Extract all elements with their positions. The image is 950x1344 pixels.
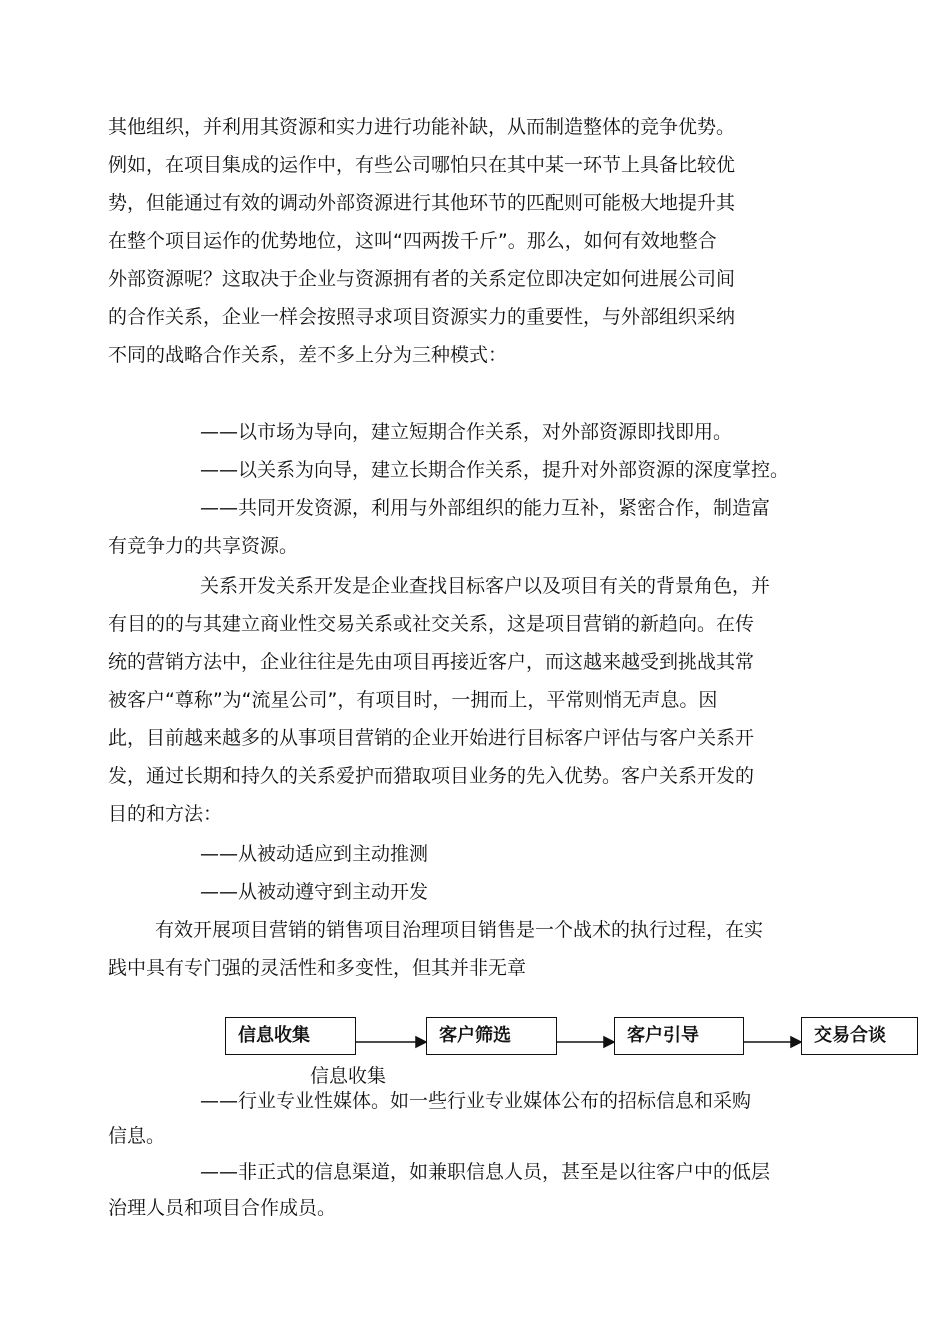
text-line: 其他组织，并利用其资源和实力进行功能补缺，从而制造整体的竞争优势。	[108, 116, 736, 138]
text-line: 统的营销方法中，企业往往是先由项目再接近客户，而这越来越受到挑战其常	[108, 651, 755, 673]
list-item: ——共同开发资源，利用与外部组织的能力互补，紧密合作，制造富	[200, 497, 771, 519]
flow-arrowhead-1	[416, 1037, 426, 1047]
text-line: 不同的战略合作关系，差不多上分为三种模式：	[108, 344, 508, 366]
text-line: 治理人员和项目合作成员。	[108, 1197, 337, 1219]
flow-step-customer-guidance: 客户引导	[614, 1017, 744, 1055]
text-line: 势，但能通过有效的调动外部资源进行其他环节的匹配则可能极大地提升其	[108, 192, 736, 214]
text-line: 外部资源呢？这取决于企业与资源拥有者的关系定位即决定如何进展公司间	[108, 268, 736, 290]
text-line: 有竞争力的共享资源。	[108, 535, 299, 557]
flow-step-deal-negotiation: 交易合谈	[801, 1017, 918, 1055]
text-line: 的合作关系，企业一样会按照寻求项目资源实力的重要性，与外部组织采纳	[108, 306, 736, 328]
text-line: 目的和方法：	[108, 803, 223, 825]
list-item: ——行业专业性媒体。如一些行业专业媒体公布的招标信息和采购	[200, 1090, 752, 1112]
text-line: 有目的的与其建立商业性交易关系或社交关系，这是项目营销的新趋向。在传	[108, 613, 755, 635]
list-item: ——从被动适应到主动推测	[200, 843, 429, 865]
text-line: 践中具有专门强的灵活性和多变性，但其并非无章	[108, 957, 527, 979]
text-line: 关系开发关系开发是企业查找目标客户以及项目有关的背景角色，并	[200, 575, 771, 597]
text-line: 此，目前越来越多的从事项目营销的企业开始进行目标客户评估与客户关系开	[108, 727, 755, 749]
flow-arrowhead-2	[604, 1037, 614, 1047]
text-line: 发，通过长期和持久的关系爱护而猎取项目业务的先入优势。客户关系开发的	[108, 765, 755, 787]
text-line: 信息。	[108, 1125, 166, 1147]
flow-step-customer-screening: 客户筛选	[426, 1017, 557, 1055]
list-item: ——以关系为向导，建立长期合作关系，提升对外部资源的深度掌控。	[200, 459, 790, 481]
flow-step-info-collection: 信息收集	[225, 1017, 356, 1055]
text-line: 例如，在项目集成的运作中，有些公司哪怕只在其中某一环节上具备比较优	[108, 154, 736, 176]
section-heading: 信息收集	[310, 1065, 387, 1087]
list-item: ——以市场为导向，建立短期合作关系，对外部资源即找即用。	[200, 421, 733, 443]
text-line: 有效开展项目营销的销售项目治理项目销售是一个战术的执行过程，在实	[155, 919, 764, 941]
list-item: ——从被动遵守到主动开发	[200, 881, 429, 903]
text-line: 被客户“尊称”为“流星公司”，有项目时，一拥而上，平常则悄无声息。因	[108, 689, 718, 711]
text-line: 在整个项目运作的优势地位，这叫“四两拨千斤”。那么，如何有效地整合	[108, 230, 717, 252]
flow-arrowhead-3	[791, 1037, 801, 1047]
list-item: ——非正式的信息渠道，如兼职信息人员，甚至是以往客户中的低层	[200, 1161, 771, 1183]
